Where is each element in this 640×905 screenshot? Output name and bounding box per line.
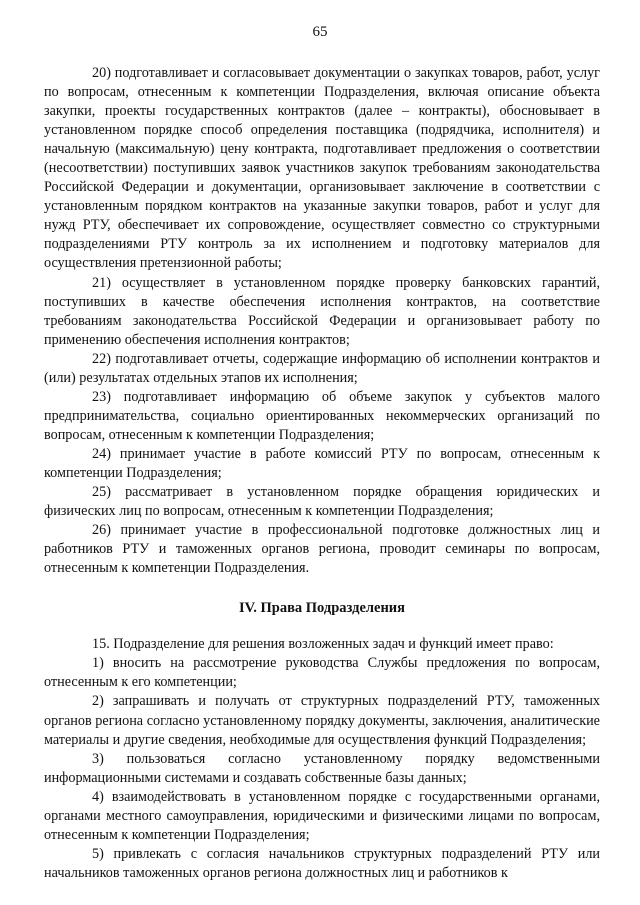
section-heading: IV. Права Подразделения: [238, 600, 405, 617]
rights-item-4: 4) взаимодействовать в установленном порядке с государственными органами, органами местного самоуправления, юридическими и физическими лицами по вопросам, отнесенным к компетенции Подразделения;: [44, 788, 600, 843]
list-item-23: 23) подготавливает информацию об объеме закупок у субъектов малого предпринимательства, социально ориентированных некоммерческих организаций по вопросам, отнесенным к компетенции Подразделения;: [44, 388, 600, 443]
rights-item-3: 3) пользоваться согласно установленному порядку ведомственными информационными системами и создавать собственные базы данных;: [44, 750, 600, 786]
rights-item-5: 5) привлекать с согласия начальников структурных подразделений РТУ или начальников таможенных органов региона должностных лиц и работников к: [44, 845, 600, 881]
list-item-26: 26) принимает участие в профессиональной подготовке должностных лиц и работников РТУ и таможенных органов региона, проводит семинары по вопросам, отнесенным к компетенции Подразделения.: [44, 522, 600, 577]
list-item-21: 21) осуществляет в установленном порядке проверку банковских гарантий, поступивших в качестве обеспечения исполнения контрактов, на соответствие требованиям законодательства Российской Федерации и организовывает работу по применению обеспечения исполнения контрактов;: [44, 274, 600, 348]
clause-15: 15. Подразделение для решения возложенных задач и функций имеет право:: [92, 636, 554, 653]
rights-item-1: 1) вносить на рассмотрение руководства Службы предложения по вопросам, отнесенным к его компетенции;: [44, 655, 600, 691]
list-item-22: 22) подготавливает отчеты, содержащие информацию об исполнении контрактов и (или) результатах отдельных этапов их исполнения;: [44, 350, 600, 386]
list-item-25: 25) рассматривает в установленном порядке обращения юридических и физических лиц по вопросам, отнесенным к компетенции Подразделения;: [44, 484, 600, 520]
page-number: 65: [312, 24, 328, 40]
rights-item-2: 2) запрашивать и получать от структурных подразделений РТУ, таможенных органов региона согласно установленному порядку документы, заключения, аналитические материалы и другие сведения, необходимые для осуществления функций Подразделения;: [44, 693, 600, 748]
list-item-20: 20) подготавливает и согласовывает документации о закупках товаров, работ, услуг по вопросам, отнесенным к компетенции Подразделения, включая описание объекта закупки, проекты государственных контрактов (далее – контракты), обосновывает в установленном порядке способ определения поставщика (подрядчика, исполнителя) и начальную (максимальную) цену контракта, подготавливает предложения о соответствии (несоответствии) поступивших заявок участников закупок требованиям законодательства Российской Федерации и документации, организовывает заключение в соответствии с установленным порядком контрактов на указанные закупки товаров, работ и услуг для нужд РТУ, обеспечивает их сопровождение, осуществляет совместно со структурными подразделениями РТУ контроль за их исполнением и подготовку материалов для осуществления претензионной работы;: [44, 65, 600, 272]
document-body: [44, 64, 600, 883]
list-item-24: 24) принимает участие в работе комиссий РТУ по вопросам, отнесенным к компетенции Подразделения;: [44, 445, 600, 481]
